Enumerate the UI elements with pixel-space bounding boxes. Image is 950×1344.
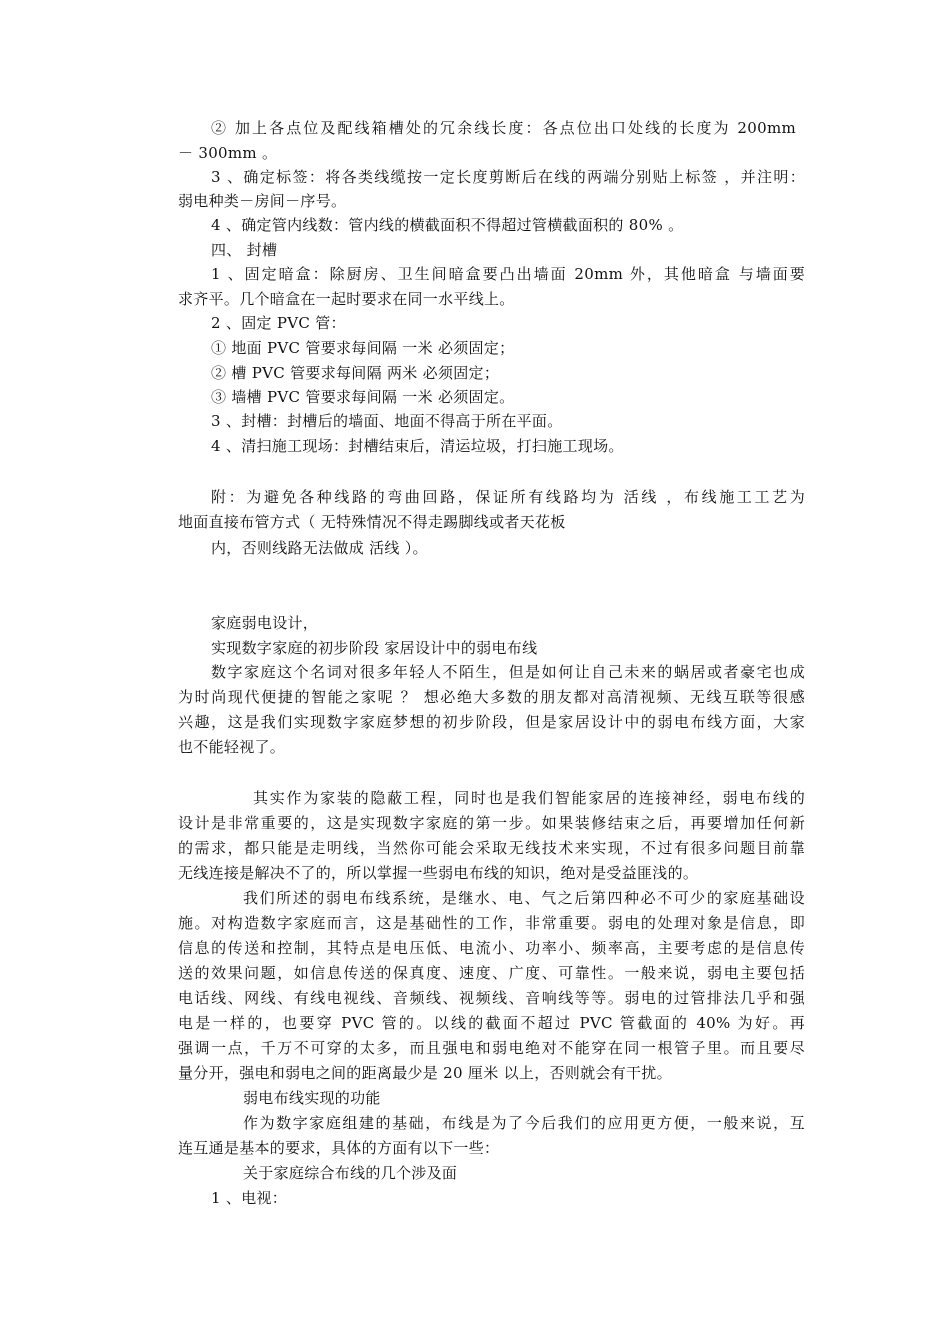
section-title: 家庭弱电设计，	[211, 614, 319, 632]
text-line: 为时尚现代便捷的智能之家呢 ？ 想必绝大多数的朋友都对高清视频、无线互联等很感	[178, 688, 805, 706]
section-subtitle: 实现数字家庭的初步阶段 家居设计中的弱电布线	[211, 639, 538, 657]
text-line: 1 、固定暗盒：除厨房、卫生间暗盒要凸出墙面 20mm 外，其他暗盒 与墙面要	[211, 265, 805, 283]
text-line: 的需求，都只能是走明线，当然你可能会采取无线技术来实现，不过有很多问题目前靠	[178, 839, 805, 857]
text-line: 也不能轻视了。	[178, 738, 286, 756]
text-line: 信息的传送和控制，其特点是电压低、电流小、功率小、频率高，主要考虑的是信息传	[178, 939, 805, 957]
section-heading: 关于家庭综合布线的几个涉及面	[243, 1164, 458, 1182]
text-line: 无线连接是解决不了的，所以掌握一些弱电布线的知识，绝对是受益匪浅的。	[178, 864, 699, 882]
text-line: 弱电种类－房间－序号。	[178, 192, 347, 210]
section-heading: 弱电布线实现的功能	[243, 1089, 381, 1107]
section-heading: 四、 封槽	[211, 241, 278, 259]
text-line: 兴趣，这是我们实现数字家庭梦想的初步阶段，但是家居设计中的弱电布线方面，大家	[178, 713, 805, 731]
text-line: 4 、确定管内线数：管内线的横截面积不得超过管横截面积的 80% 。	[211, 216, 684, 234]
text-line: 3 、确定标签：将各类线缆按一定长度剪断后在线的两端分别贴上标签 ，并注明：	[211, 168, 805, 186]
text-line: ① 地面 PVC 管要求每间隔 一米 必须固定；	[211, 339, 515, 357]
text-line: 作为数字家庭组建的基础，布线是为了今后我们的应用更方便，一般来说，互	[243, 1114, 805, 1132]
text-line: － 300mm 。	[178, 144, 278, 162]
text-line: 设计是非常重要的，这是实现数字家庭的第一步。如果装修结束之后，再要增加任何新	[178, 814, 805, 832]
text-line: 送的效果问题，如信息传送的保真度、速度、广度、可靠性。一般来说，弱电主要包括	[178, 964, 805, 982]
note-line: 地面直接布管方式（ 无特殊情况不得走踢脚线或者天花板	[178, 513, 566, 531]
text-line: 电话线、网线、有线电视线、音频线、视频线、音响线等等。弱电的过管排法几乎和强	[178, 989, 805, 1007]
text-line: 求齐平。几个暗盒在一起时要求在同一水平线上。	[178, 290, 515, 308]
text-line: ② 槽 PVC 管要求每间隔 两米 必须固定；	[211, 364, 500, 382]
text-line: 3 、封槽：封槽后的墙面、地面不得高于所在平面。	[211, 412, 563, 430]
text-line: 其实作为家装的隐蔽工程，同时也是我们智能家居的连接神经，弱电布线的	[253, 789, 805, 807]
text-line: 2 、固定 PVC 管：	[211, 314, 346, 332]
text-line: 1 、电视：	[211, 1189, 288, 1207]
text-line: 施。对构造数字家庭而言，这是基础性的工作，非常重要。弱电的处理对象是信息，即	[178, 914, 805, 932]
text-line: 强调一点，千万不可穿的太多，而且强电和弱电绝对不能穿在同一根管子里。而且要尽	[178, 1039, 805, 1057]
text-line: 电是一样的，也要穿 PVC 管的。以线的截面不超过 PVC 管截面的 40% 为好。再	[178, 1014, 805, 1032]
note-line: 内，否则线路无法做成 活线 ）。	[211, 539, 428, 557]
text-line: ② 加上各点位及配线箱槽处的冗余线长度：各点位出口处线的长度为 200mm	[211, 119, 796, 137]
text-line: 连互通是基本的要求，具体的方面有以下一些：	[178, 1139, 500, 1157]
text-line: 4 、清扫施工现场：封槽结束后，清运垃圾，打扫施工现场。	[211, 437, 624, 455]
note-line: 附：为避免各种线路的弯曲回路，保证所有线路均为 活线 ，布线施工工艺为	[211, 488, 805, 506]
text-line: ③ 墙槽 PVC 管要求每间隔 一米 必须固定。	[211, 388, 515, 406]
text-line: 量分开，强电和弱电之间的距离最少是 20 厘米 以上，否则就会有干扰。	[178, 1064, 672, 1082]
text-line: 数字家庭这个名词对很多年轻人不陌生，但是如何让自己未来的蜗居或者豪宅也成	[211, 663, 805, 681]
text-line: 我们所述的弱电布线系统，是继水、电、气之后第四种必不可少的家庭基础设	[243, 889, 805, 907]
